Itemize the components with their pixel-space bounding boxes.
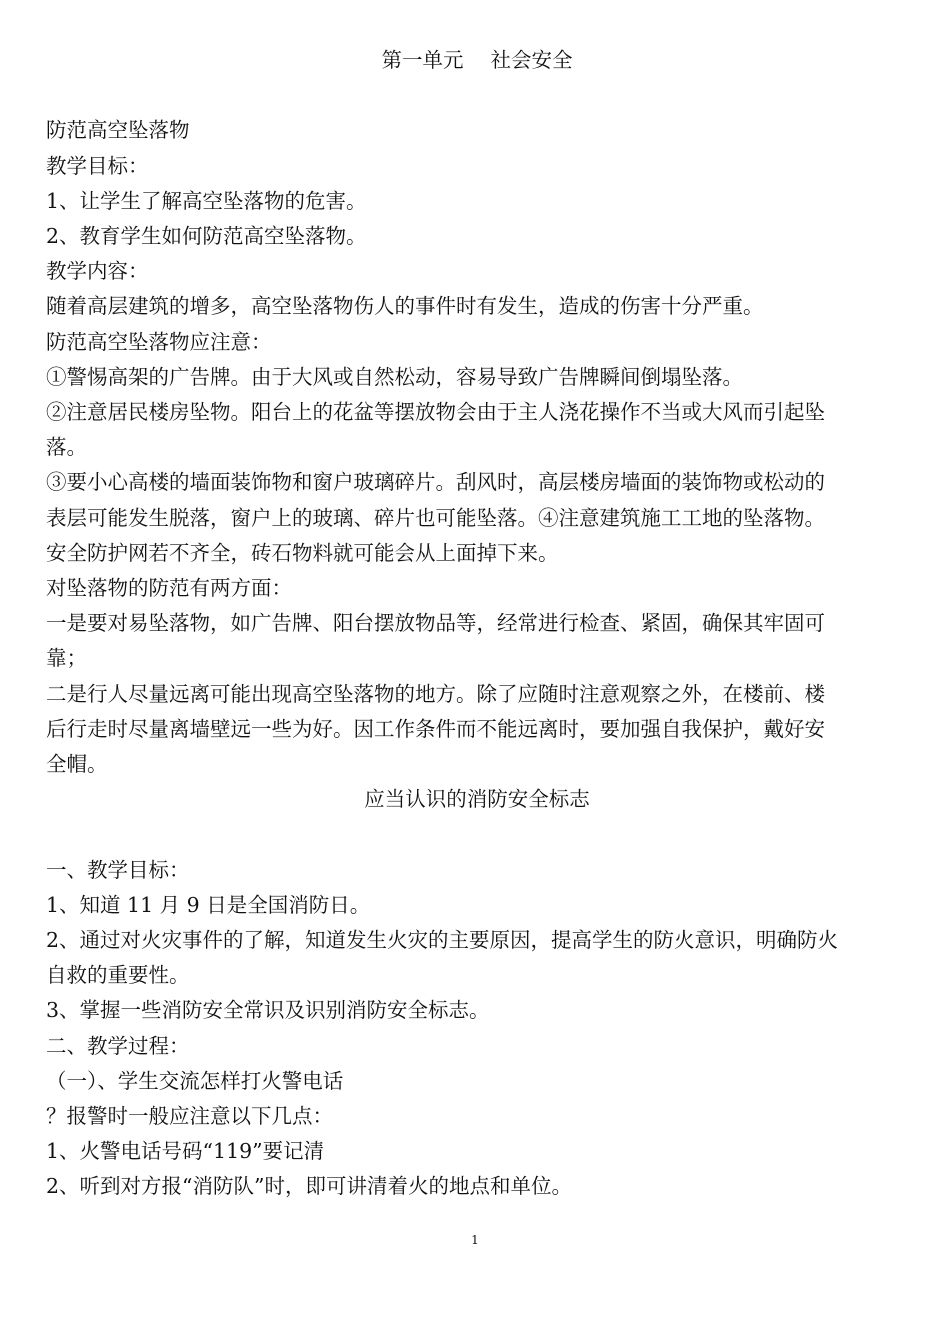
paragraph-line: 1、火警电话号码“119”要记清 <box>46 1139 325 1164</box>
section-heading: 防范高空坠落物 <box>46 118 190 143</box>
paragraph-line: 对坠落物的防范有两方面： <box>46 576 292 601</box>
paragraph-line: 后行走时尽量离墙壁远一些为好。因工作条件而不能远离时，要加强自我保护，戴好安 <box>46 716 825 741</box>
paragraph-line: ？报警时一般应注意以下几点： <box>46 1104 333 1129</box>
paragraph-line: 2、通过对火灾事件的了解，知道发生火灾的主要原因，提高学生的防火意识，明确防火 <box>46 928 839 953</box>
paragraph-line: ③要小心高楼的墙面装饰物和窗户玻璃碎片。刮风时，高层楼房墙面的装饰物或松动的 <box>46 470 825 495</box>
paragraph-line: 一是要对易坠落物，如广告牌、阳台摆放物品等，经常进行检查、紧固，确保其牢固可 <box>46 611 825 636</box>
paragraph-line: 安全防护网若不齐全，砖石物料就可能会从上面掉下来。 <box>46 540 559 565</box>
blank-line <box>46 78 908 113</box>
paragraph-line: ①警惕高架的广告牌。由于大风或自然松动，容易导致广告牌瞬间倒塌坠落。 <box>46 364 743 389</box>
paragraph-line: （一）、学生交流怎样打火警电话 <box>46 1068 344 1093</box>
document-body <box>46 43 908 1205</box>
paragraph-line: 教学目标： <box>46 153 149 178</box>
page-number: 1 <box>471 1233 479 1247</box>
paragraph-line: 1、知道 11 月 9 日是全国消防日。 <box>46 892 371 917</box>
paragraph-line: 落。 <box>46 435 87 460</box>
paragraph-line: ②注意居民楼房坠物。阳台上的花盆等摆放物会由于主人浇花操作不当或大风而引起坠 <box>46 400 825 425</box>
paragraph-line: 二是行人尽量远离可能出现高空坠落物的地方。除了应随时注意观察之外，在楼前、楼 <box>46 681 825 706</box>
section-title: 应当认识的消防安全标志 <box>364 787 590 812</box>
paragraph-line: 全帽。 <box>46 752 108 777</box>
unit-title: 第一单元 社会安全 <box>381 48 573 72</box>
paragraph-line: 防范高空坠落物应注意： <box>46 329 272 354</box>
paragraph-line: 2、听到对方报“消防队”时，即可讲清着火的地点和单位。 <box>46 1174 573 1199</box>
paragraph-line: 1、让学生了解高空坠落物的危害。 <box>46 188 367 213</box>
paragraph-line: 3、掌握一些消防安全常识及识别消防安全标志。 <box>46 998 490 1023</box>
paragraph-line: 教学内容： <box>46 259 149 284</box>
paragraph-line: 一、教学目标： <box>46 857 190 882</box>
paragraph-line: 自救的重要性。 <box>46 963 190 988</box>
paragraph-line: 靠； <box>46 646 87 671</box>
paragraph-line: 随着高层建筑的增多，高空坠落物伤人的事件时有发生，造成的伤害十分严重。 <box>46 294 764 319</box>
paragraph-line: 二、教学过程： <box>46 1033 190 1058</box>
paragraph-line: 2、教育学生如何防范高空坠落物。 <box>46 224 367 248</box>
paragraph-line: 表层可能发生脱落，窗户上的玻璃、碎片也可能坠落。④注意建筑施工工地的坠落物。 <box>46 505 825 530</box>
blank-line <box>46 817 908 852</box>
